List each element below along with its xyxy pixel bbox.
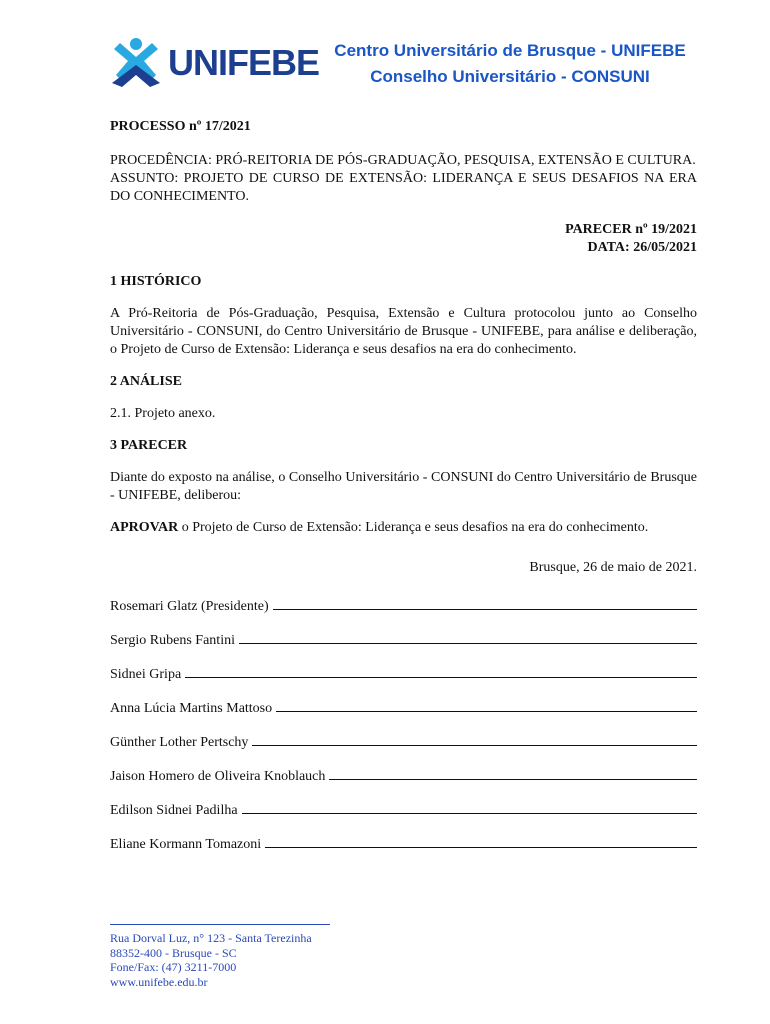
section-historico-title: 1 HISTÓRICO bbox=[110, 274, 202, 289]
signature-blank bbox=[239, 631, 697, 644]
document-body bbox=[110, 118, 697, 869]
page-footer bbox=[110, 924, 370, 989]
section-analise-text: 2.1. Projeto anexo. bbox=[110, 406, 216, 421]
signature-blank bbox=[276, 699, 697, 712]
footer-phone: Fone/Fax: (47) 3211-7000 bbox=[110, 960, 237, 974]
parecer-number: PARECER nº 19/2021 bbox=[565, 222, 697, 237]
logo-wordmark: UNIFEBE bbox=[168, 42, 320, 83]
section-parecer-title: 3 PARECER bbox=[110, 438, 188, 453]
signature-line bbox=[110, 631, 697, 665]
signature-blank bbox=[329, 767, 697, 780]
signature-line bbox=[110, 733, 697, 767]
section-historico-text: A Pró-Reitoria de Pós-Graduação, Pesquisa, Extensão e Cultura protocolou junto ao Conselho Universitário - CONSUNI, do Centro Universitário de Brusque - UNIFEBE, para análise e deliberação, o Projeto de Curso de Extensão: Liderança e seus desafios na era do conhecimento. bbox=[110, 306, 697, 357]
signature-blank bbox=[242, 801, 697, 814]
section-parecer-text: Diante do exposto na análise, o Conselho Universitário - CONSUNI do Centro Universitário de Brusque - UNIFEBE, deliberou: bbox=[110, 470, 697, 503]
process-number: PROCESSO nº 17/2021 bbox=[110, 119, 251, 134]
procedencia: PROCEDÊNCIA: PRÓ-REITORIA DE PÓS-GRADUAÇÃO, PESQUISA, EXTENSÃO E CULTURA. bbox=[110, 153, 696, 168]
signatory-name: Rosemari Glatz (Presidente) bbox=[110, 599, 269, 614]
signature-line bbox=[110, 801, 697, 835]
signature-list bbox=[110, 597, 697, 869]
unifebe-logo bbox=[108, 34, 318, 92]
signature-line bbox=[110, 835, 697, 869]
signature-line bbox=[110, 597, 697, 631]
approval-keyword: APROVAR bbox=[110, 520, 179, 535]
signatory-name: Günther Lother Pertschy bbox=[110, 735, 249, 750]
institution-header bbox=[320, 38, 700, 90]
signatory-name: Sidnei Gripa bbox=[110, 667, 182, 682]
approval-statement bbox=[110, 519, 697, 537]
approval-text: o Projeto de Curso de Extensão: Liderança e seus desafios na era do conhecimento. bbox=[178, 520, 649, 535]
signatory-name: Sergio Rubens Fantini bbox=[110, 633, 235, 648]
footer-divider bbox=[110, 924, 330, 925]
footer-cep: 88352-400 - Brusque - SC bbox=[110, 945, 237, 960]
institution-name: Centro Universitário de Brusque - UNIFEBE bbox=[334, 41, 686, 60]
signatory-name: Eliane Kormann Tomazoni bbox=[110, 837, 262, 852]
parecer-date: DATA: 26/05/2021 bbox=[587, 240, 697, 255]
signatory-name: Jaison Homero de Oliveira Knoblauch bbox=[110, 769, 326, 784]
signature-line bbox=[110, 699, 697, 733]
footer-address: Rua Dorval Luz, n° 123 - Santa Terezinha bbox=[110, 931, 312, 945]
assunto: ASSUNTO: PROJETO DE CURSO DE EXTENSÃO: LIDERANÇA E SEUS DESAFIOS NA ERA DO CONHECIMENTO. bbox=[110, 171, 697, 204]
council-name: Conselho Universitário - CONSUNI bbox=[370, 67, 650, 86]
signature-blank bbox=[265, 835, 697, 848]
signature-blank bbox=[252, 733, 697, 746]
signature-line bbox=[110, 665, 697, 699]
signature-blank bbox=[273, 597, 697, 610]
unifebe-people-icon bbox=[108, 35, 164, 91]
footer-website[interactable]: www.unifebe.edu.br bbox=[110, 974, 208, 989]
signature-blank bbox=[185, 665, 697, 678]
signatory-name: Edilson Sidnei Padilha bbox=[110, 803, 238, 818]
section-analise-title: 2 ANÁLISE bbox=[110, 374, 182, 389]
place-date: Brusque, 26 de maio de 2021. bbox=[529, 560, 697, 575]
signature-line bbox=[110, 767, 697, 801]
signatory-name: Anna Lúcia Martins Mattoso bbox=[110, 701, 273, 716]
